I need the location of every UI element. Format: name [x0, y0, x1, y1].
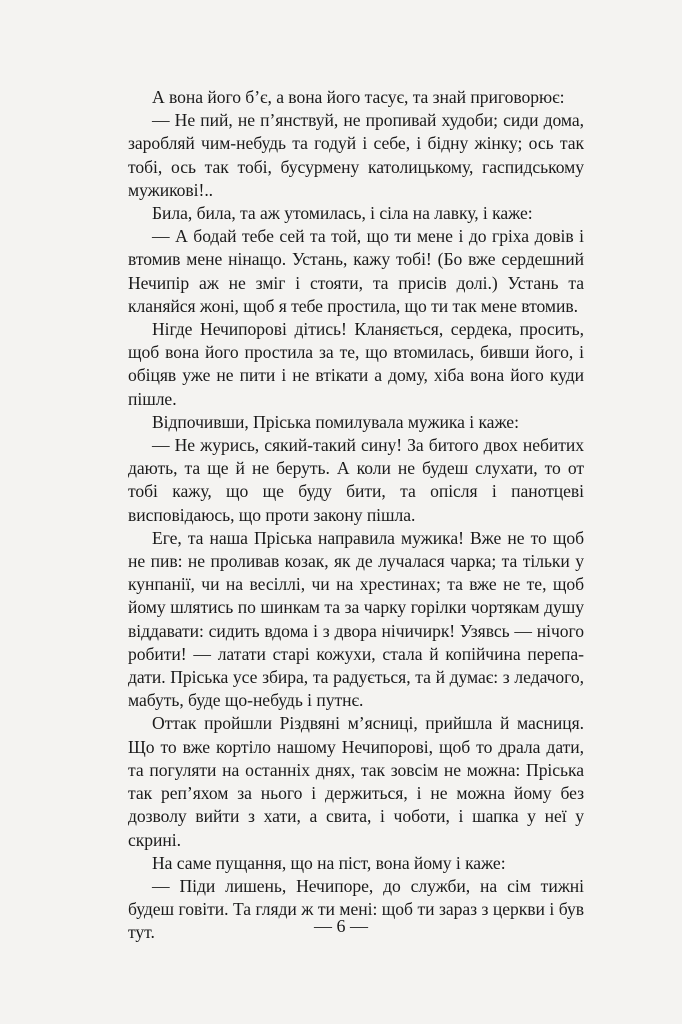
- body-text: [128, 86, 584, 945]
- paragraph: Еге, та наша Пріська направила мужика! Вже не то щоб не пив: не проливав козак, як де лучалася чарка; та тільки у кунпанії, чи на весіллі, чи на хрестинах; та вже не те, щоб йому шлятись по шинкам та за чарку горілки чортякам душу віддавати: сидить вдома і з двора нічичирк! Узявсь — нічого робити! — латати старі кожухи, стала й копійчина перепадати. Пріська усе збира, та радується, та й думає: з ледачого, мабуть, буде що-небудь і путнє.: [128, 527, 584, 711]
- paragraph: — Не журись, сякий-такий сину! За битого двох небитих дають, та ще й не беруть. А коли не будеш слухати, то от тобі кажу, що ще буду бити, та опісля і панотцеві висповідаюсь, що проти закону пішла.: [128, 435, 584, 525]
- page-number: — 6 —: [314, 916, 368, 936]
- paragraph: — А бодай тебе сей та той, що ти мене і до гріха довів і втомив мене нінащо. Устань, кажу тобі! (Бо вже сердешний Нечипір аж не зміг і стояти, та присів долі.) Устань та кланяйся жоні, щоб я тебе простила, що ти так мене втомив.: [128, 226, 584, 316]
- paragraph: На саме пущання, що на піст, вона йому і каже:: [152, 852, 506, 873]
- paragraph: Нігде Нечипорові дітись! Кланяється, сердека, просить, щоб вона його простила за те, що втомилась, бивши його, і обіцяв уже не пити і не втікати а дому, хіба вона його куди пішле.: [128, 319, 584, 409]
- paragraph: — Піди лишень, Нечипоре, до служби, на сім тижні будеш говіти. Та гляди ж ти мені: щоб ти зараз з церкви і був тут.: [128, 875, 584, 943]
- paragraph: А вона його б’є, а вона його тасує, та знай приговорює:: [152, 87, 565, 107]
- paragraph: Відпочивши, Пріська помилувала мужика і каже:: [152, 411, 519, 432]
- paragraph: Била, била, та аж утомилась, і сіла на лавку, і каже:: [152, 203, 533, 224]
- paragraph: Оттак пройшли Різдвяні м’ясниці, прийшла й масниця. Що то вже кортіло нашому Нечипорові, щоб то драла дати, та погуляти на останніх днях, так зовсім не можна: Пріська так реп’яхом за нього і держиться, і не можна йому без дозволу вийти з хати, а свита, і чоботи, і шапка у неї у скрині.: [128, 713, 584, 850]
- paragraph: — Не пий, не п’янствуй, не пропивай худоби; сиди дома, заробляй чим-небудь та годуй і себе, і бідну жінку; ось так тобі, ось так тобі, бусурмену католицькому, гаспидському мужикові!..: [128, 110, 584, 200]
